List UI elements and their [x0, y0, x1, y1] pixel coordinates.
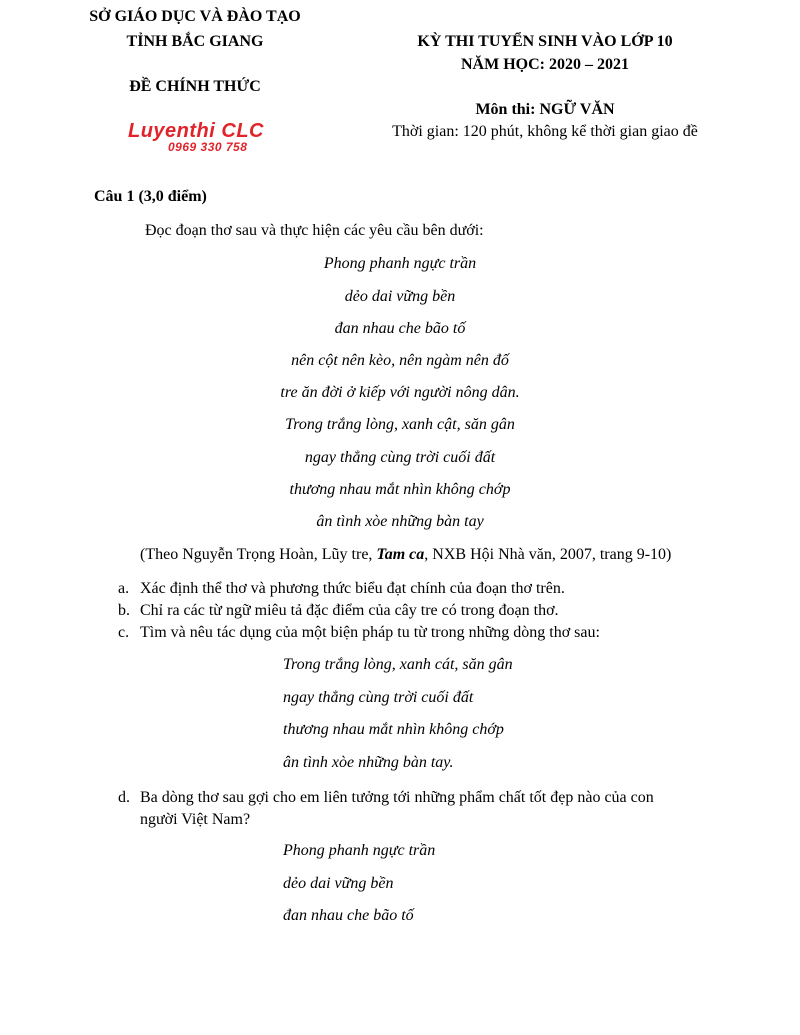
province-name: TỈNH BẮC GIANG — [126, 33, 264, 50]
poem-line: ngay thẳng cùng trời cuối đất — [304, 449, 496, 466]
poem-c-line: Trong trắng lòng, xanh cát, săn gân — [283, 656, 513, 673]
item-d-text-cont: người Việt Nam? — [140, 811, 251, 828]
logo-phone: 0969 330 758 — [168, 140, 248, 154]
question-title: Câu 1 (3,0 điểm) — [94, 188, 207, 205]
item-c-text: Tìm và nêu tác dụng của một biện pháp tu từ trong những dòng thơ sau: — [140, 624, 600, 641]
poem-line: dẻo dai vững bền — [344, 288, 456, 305]
poem-line: thương nhau mắt nhìn không chớp — [289, 481, 511, 498]
poem-d-line: dẻo dai vững bền — [283, 875, 394, 892]
item-b-text: Chỉ ra các từ ngữ miêu tả đặc điểm của cây tre có trong đoạn thơ. — [140, 602, 559, 619]
poem-line: đan nhau che bão tố — [334, 320, 466, 337]
department-name: SỞ GIÁO DỤC VÀ ĐÀO TẠO — [89, 8, 301, 25]
instruction: Đọc đoạn thơ sau và thực hiện các yêu cầu bên dưới: — [145, 222, 484, 239]
poem-line: nên cột nên kèo, nên ngàm nên đố — [291, 352, 509, 369]
exam-title: KỲ THI TUYỂN SINH VÀO LỚP 10 — [417, 33, 673, 50]
source-suffix: , NXB Hội Nhà văn, 2007, trang 9-10) — [424, 546, 672, 563]
source-citation — [140, 546, 671, 564]
item-a-label: a. — [118, 580, 130, 597]
source-book: Tam ca — [376, 546, 425, 563]
duration-line: Thời gian: 120 phút, không kể thời gian giao đề — [392, 123, 698, 140]
item-a-text: Xác định thể thơ và phương thức biểu đạt chính của đoạn thơ trên. — [140, 580, 565, 597]
poem-line: ân tình xòe những bàn tay — [316, 513, 484, 530]
poem-line: Phong phanh ngực trần — [323, 255, 477, 272]
poem-c-line: ân tình xòe những bàn tay. — [283, 754, 454, 771]
item-b-label: b. — [118, 602, 130, 619]
item-c-label: c. — [118, 624, 130, 641]
logo-text: Luyenthi CLC — [128, 120, 264, 142]
poem-line: tre ăn đời ở kiếp với người nông dân. — [280, 384, 520, 401]
official-label: ĐỀ CHÍNH THỨC — [129, 78, 261, 95]
poem-line: Trong trắng lòng, xanh cật, săn gân — [285, 416, 515, 433]
item-d-text: Ba dòng thơ sau gợi cho em liên tưởng tới những phẩm chất tốt đẹp nào của con — [140, 789, 654, 806]
school-year: NĂM HỌC: 2020 – 2021 — [461, 56, 629, 73]
poem-d-line: Phong phanh ngực trần — [283, 842, 436, 859]
item-d-label: d. — [118, 789, 130, 806]
source-prefix: (Theo Nguyễn Trọng Hoàn, Lũy tre, — [140, 546, 377, 563]
subject-line: Môn thi: NGỮ VĂN — [475, 101, 615, 118]
poem-c-line: ngay thẳng cùng trời cuối đất — [283, 689, 474, 706]
logo — [122, 120, 282, 156]
poem-d-line: đan nhau che bão tố — [283, 907, 414, 924]
poem-c-line: thương nhau mắt nhìn không chớp — [283, 721, 504, 738]
